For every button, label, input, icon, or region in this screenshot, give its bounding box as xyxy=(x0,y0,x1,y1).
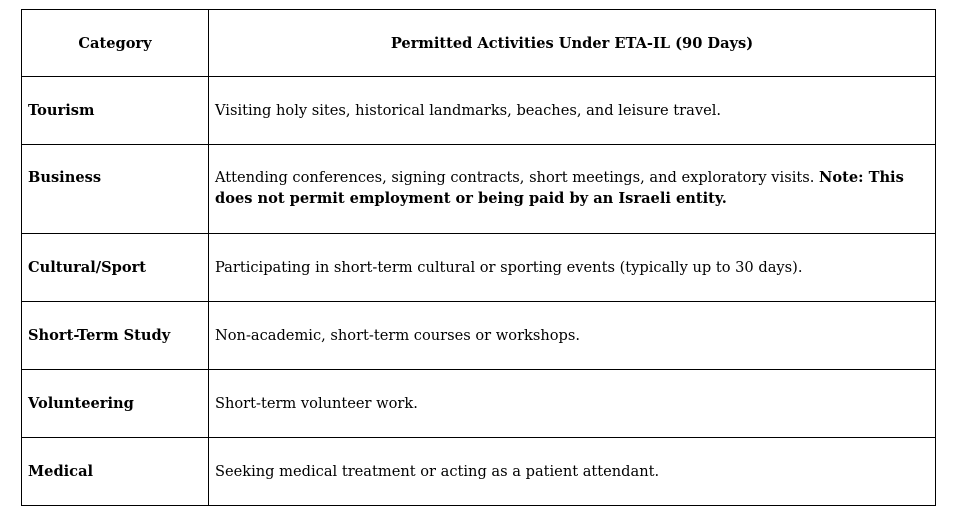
table-row xyxy=(22,145,936,234)
permitted-activities-table xyxy=(21,9,936,506)
description-text: Participating in short-term cultural or sporting events (typically up to 30 days). xyxy=(215,259,803,276)
row-category: Tourism xyxy=(22,77,209,145)
description-text: Attending conferences, signing contracts, short meetings, and exploratory visits. xyxy=(215,169,820,186)
table-row xyxy=(22,77,936,145)
description-text: Visiting holy sites, historical landmarks, beaches, and leisure travel. xyxy=(215,102,722,119)
row-category: Cultural/Sport xyxy=(22,234,209,302)
row-category: Medical xyxy=(22,438,209,506)
row-description xyxy=(209,77,936,145)
header-category: Category xyxy=(22,10,209,77)
table-row xyxy=(22,234,936,302)
description-text: Non-academic, short-term courses or workshops. xyxy=(215,327,581,344)
table-header-row xyxy=(22,10,936,77)
table-row xyxy=(22,302,936,370)
description-note: Note: This does not permit employment or being paid by an Israeli entity. xyxy=(215,169,904,207)
row-category: Volunteering xyxy=(22,370,209,438)
row-description xyxy=(209,438,936,506)
row-description xyxy=(209,370,936,438)
row-category: Business xyxy=(22,145,209,234)
table-row xyxy=(22,438,936,506)
row-category: Short-Term Study xyxy=(22,302,209,370)
description-text: Short-term volunteer work. xyxy=(215,395,418,412)
table-row xyxy=(22,370,936,438)
row-description xyxy=(209,234,936,302)
row-description xyxy=(209,302,936,370)
description-text: Seeking medical treatment or acting as a patient attendant. xyxy=(215,463,660,480)
row-description xyxy=(209,145,936,234)
header-activities: Permitted Activities Under ETA-IL (90 Days) xyxy=(209,10,936,77)
